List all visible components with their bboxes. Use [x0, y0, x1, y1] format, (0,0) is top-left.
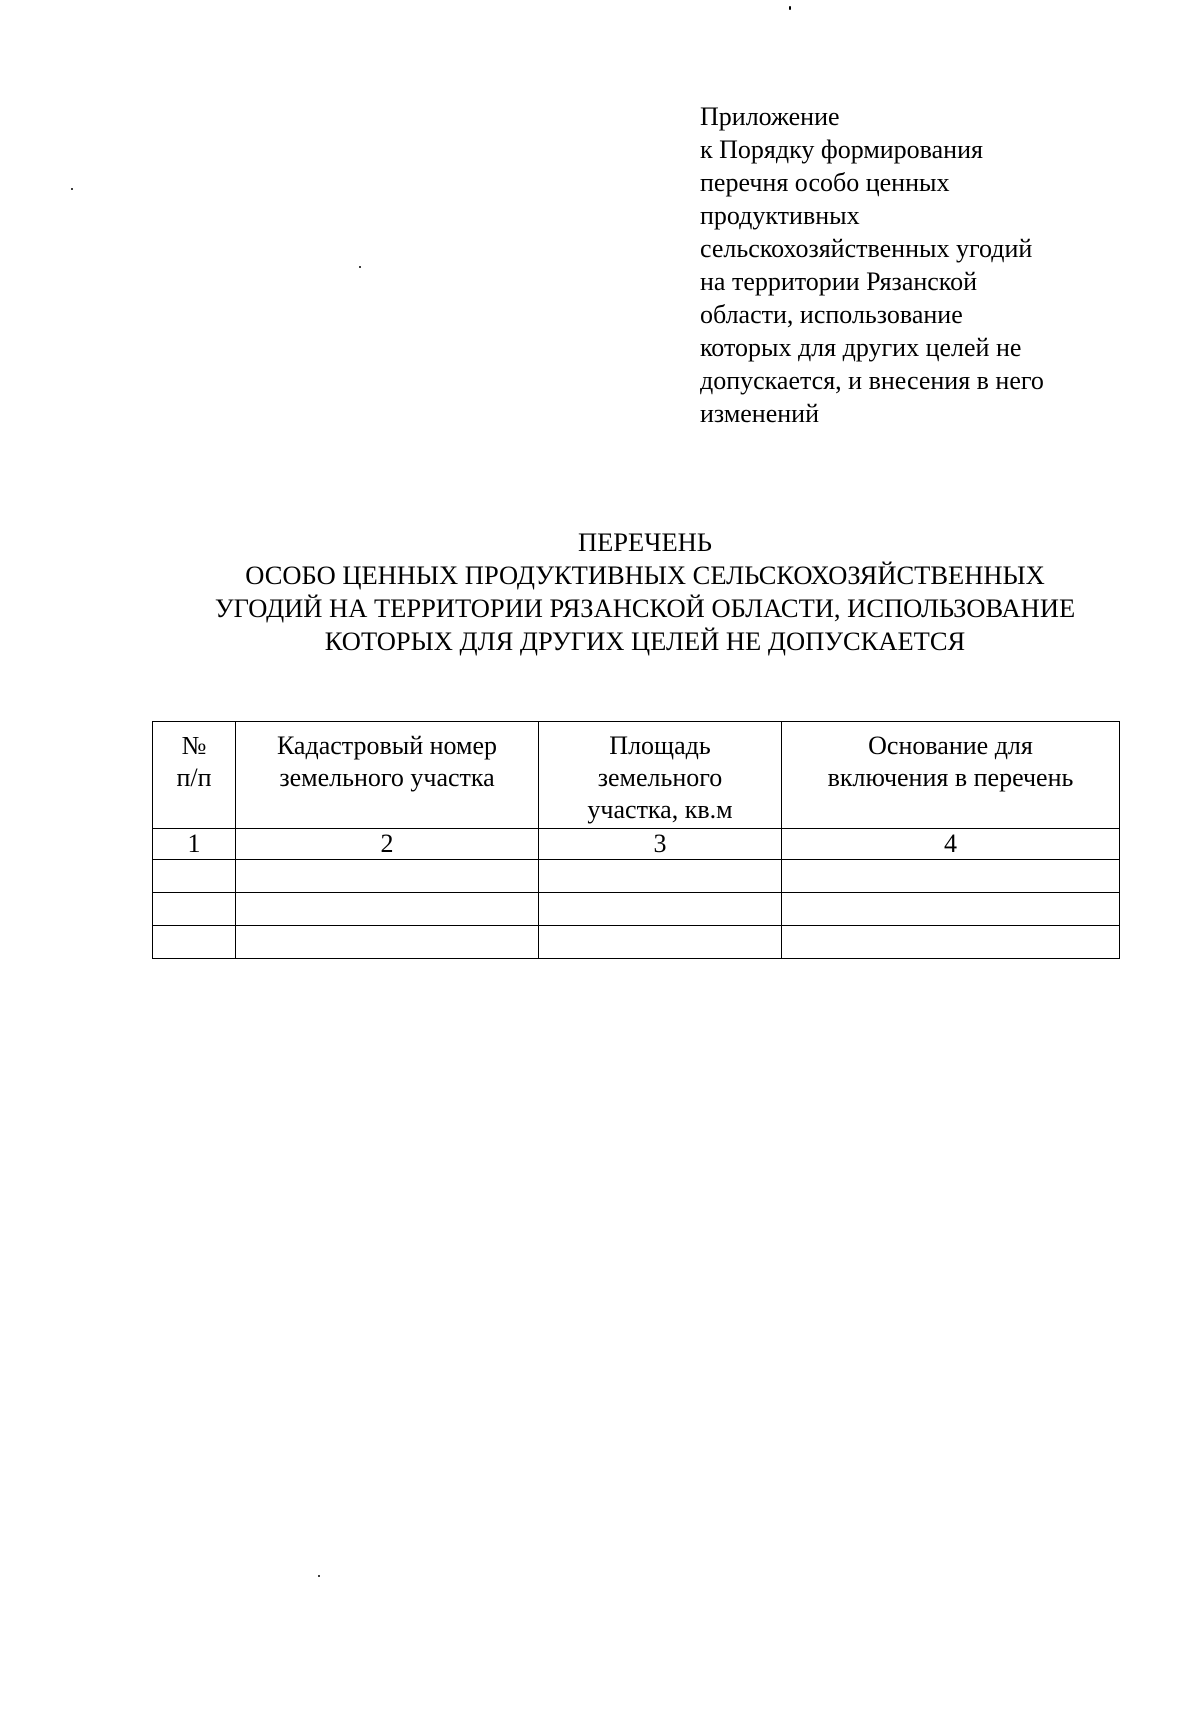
table-row: [153, 893, 1120, 926]
appendix-line: Приложение: [700, 102, 840, 131]
column-number: 3: [539, 829, 782, 860]
table-row: [153, 926, 1120, 959]
table-cell: [236, 926, 539, 959]
title-line: УГОДИЙ НА ТЕРРИТОРИИ РЯЗАНСКОЙ ОБЛАСТИ, ИСПОЛЬЗОВАНИЕ: [214, 593, 1076, 623]
title-line: ОСОБО ЦЕННЫХ ПРОДУКТИВНЫХ СЕЛЬСКОХОЗЯЙСТВЕННЫХ: [245, 560, 1045, 590]
table-cell: [539, 926, 782, 959]
title-line: КОТОРЫХ ДЛЯ ДРУГИХ ЦЕЛЕЙ НЕ ДОПУСКАЕТСЯ: [324, 626, 966, 656]
header-basis: [782, 722, 1120, 829]
scan-speck: [789, 6, 791, 10]
appendix-line: к Порядку формирования: [700, 135, 983, 164]
header-line: №: [181, 731, 207, 760]
header-number: [153, 722, 236, 829]
column-number-row: [153, 829, 1120, 860]
header-line: земельного: [597, 763, 723, 792]
table-cell: [782, 860, 1120, 893]
header-line: включения в перечень: [827, 763, 1074, 792]
table-cell: [782, 893, 1120, 926]
table-cell: [539, 860, 782, 893]
table-cell: [153, 926, 236, 959]
scan-speck: [71, 188, 73, 190]
appendix-line: которых для других целей не: [700, 333, 1022, 362]
table-row: [153, 860, 1120, 893]
table-cell: [153, 860, 236, 893]
header-line: п/п: [176, 763, 212, 792]
appendix-line: допускается, и внесения в него: [700, 366, 1044, 395]
header-line: Кадастровый номер: [276, 731, 498, 760]
header-area: [539, 722, 782, 829]
table-cell: [236, 893, 539, 926]
land-registry-table: [152, 721, 1120, 959]
appendix-line: области, использование: [700, 300, 963, 329]
column-number: 4: [782, 829, 1120, 860]
document-title: [120, 526, 1170, 658]
header-line: участка, кв.м: [587, 795, 733, 824]
table-cell: [539, 893, 782, 926]
scan-speck: [318, 1575, 320, 1577]
scan-speck: [359, 266, 361, 268]
title-line: ПЕРЕЧЕНЬ: [577, 527, 712, 557]
table-cell: [236, 860, 539, 893]
header-line: земельного участка: [279, 763, 495, 792]
appendix-line: на территории Рязанской: [700, 267, 978, 296]
appendix-line: продуктивных: [700, 201, 860, 230]
header-line: Площадь: [609, 731, 711, 760]
appendix-line: изменений: [700, 399, 820, 428]
appendix-note: [700, 100, 1140, 430]
header-line: Основание для: [868, 731, 1033, 760]
appendix-line: перечня особо ценных: [700, 168, 950, 197]
column-number: 2: [236, 829, 539, 860]
table-header-row: [153, 722, 1120, 829]
header-cadastral-number: [236, 722, 539, 829]
table-cell: [782, 926, 1120, 959]
table-cell: [153, 893, 236, 926]
column-number: 1: [153, 829, 236, 860]
appendix-line: сельскохозяйственных угодий: [700, 234, 1033, 263]
